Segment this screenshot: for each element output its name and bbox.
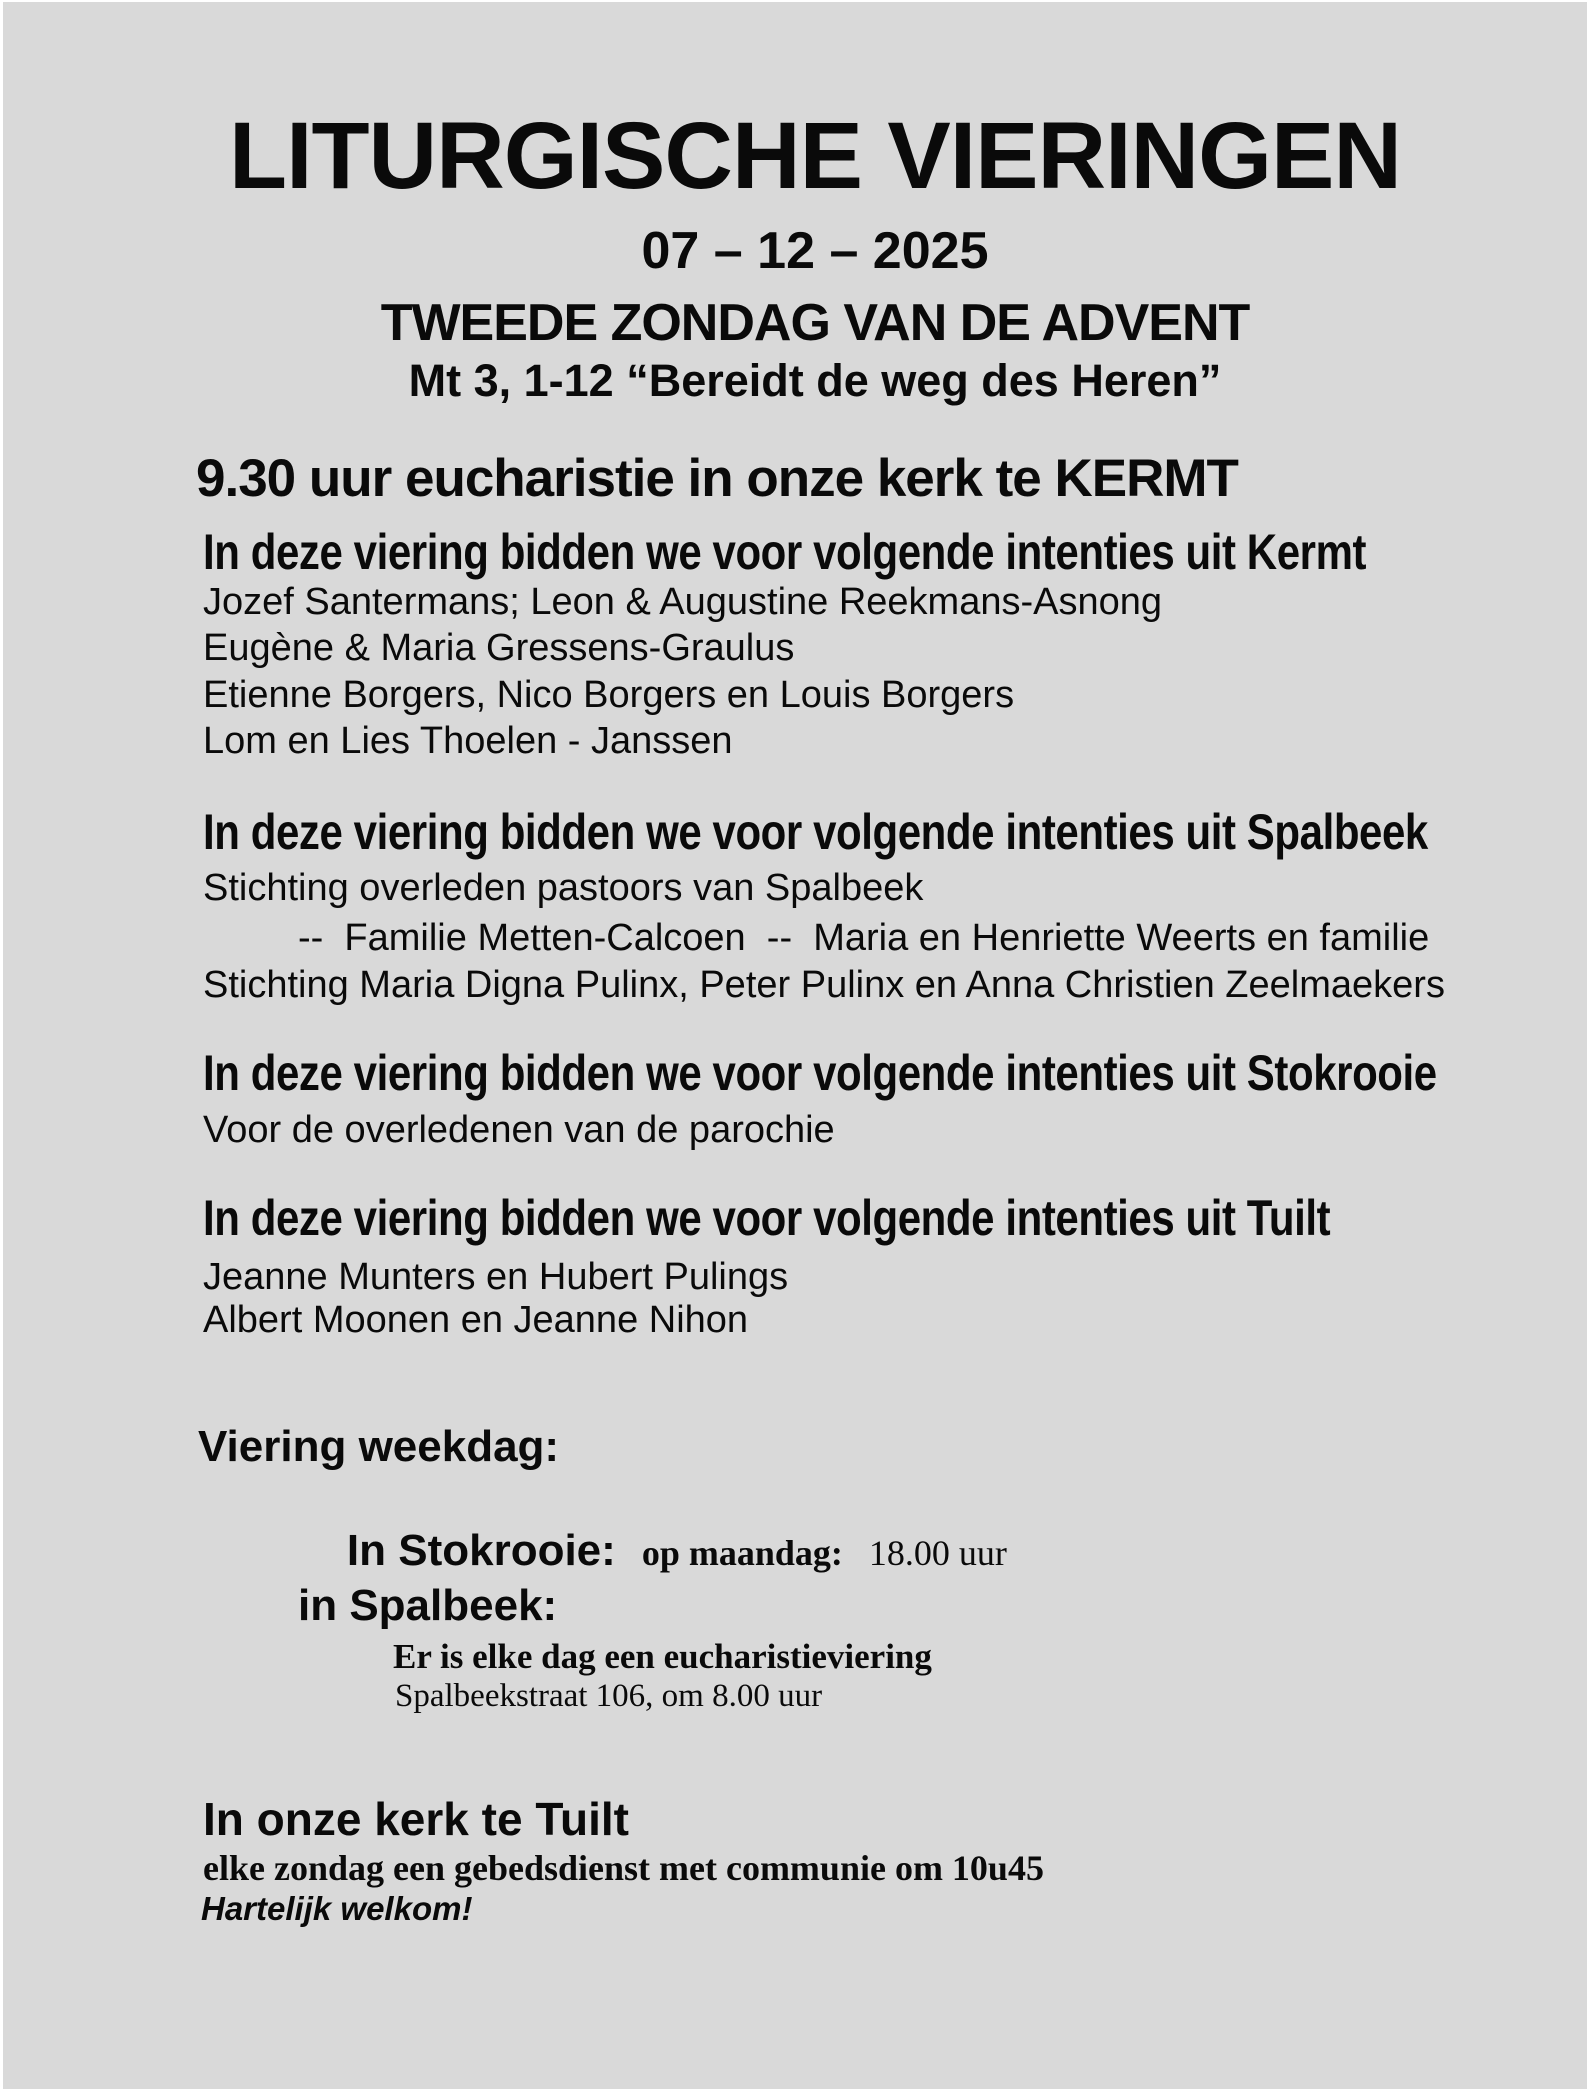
intention-line: Eugène & Maria Gressens-Graulus bbox=[203, 627, 795, 669]
intentions-heading-stokrooie: In deze viering bidden we voor volgende intenties uit Stokrooie bbox=[203, 1045, 1437, 1101]
subtitle-advent: TWEEDE ZONDAG VAN DE ADVENT bbox=[380, 294, 1250, 352]
date-line: 07 – 12 – 2025 bbox=[641, 222, 989, 280]
welcome-message: Hartelijk welkom! bbox=[201, 1890, 473, 1927]
intention-line: Stichting Maria Digna Pulinx, Peter Pulinx en Anna Christien Zeelmaekers bbox=[203, 964, 1445, 1006]
weekday-heading: Viering weekdag: bbox=[198, 1422, 560, 1471]
tuilt-heading: In onze kerk te Tuilt bbox=[203, 1793, 629, 1845]
weekday-spalbeek-detail-2: Spalbeekstraat 106, om 8.00 uur bbox=[395, 1678, 823, 1714]
tuilt-service-line: elke zondag een gebedsdienst met communie om 10u45 bbox=[203, 1848, 1044, 1888]
intention-line: Jozef Santermans; Leon & Augustine Reekmans-Asnong bbox=[203, 581, 1163, 623]
weekday-stokrooie-day: op maandag: bbox=[641, 1532, 843, 1573]
intentions-heading-spalbeek: In deze viering bidden we voor volgende intenties uit Spalbeek bbox=[203, 804, 1428, 860]
weekday-stokrooie-label: In Stokrooie: bbox=[346, 1525, 616, 1575]
page-title: LITURGISCHE VIERINGEN bbox=[229, 103, 1401, 209]
document-page bbox=[3, 2, 1587, 2089]
intention-line: Stichting overleden pastoors van Spalbeek bbox=[203, 867, 924, 909]
intention-line: Lom en Lies Thoelen - Janssen bbox=[203, 720, 733, 762]
intention-line: Jeanne Munters en Hubert Pulings bbox=[203, 1256, 789, 1298]
scripture-reference: Mt 3, 1-12 “Bereidt de weg des Heren” bbox=[408, 355, 1222, 406]
intentions-heading-tuilt: In deze viering bidden we voor volgende intenties uit Tuilt bbox=[203, 1190, 1331, 1246]
intention-line: -- Familie Metten-Calcoen -- Maria en Henriette Weerts en familie bbox=[298, 917, 1430, 959]
weekday-spalbeek-label: in Spalbeek: bbox=[298, 1581, 558, 1630]
intention-line: Albert Moonen en Jeanne Nihon bbox=[203, 1299, 749, 1341]
intention-line: Etienne Borgers, Nico Borgers en Louis Borgers bbox=[203, 674, 1015, 716]
intention-line: Voor de overledenen van de parochie bbox=[203, 1109, 835, 1151]
service-heading-kermt: 9.30 uur eucharistie in onze kerk te KERMT bbox=[196, 449, 1238, 508]
intentions-heading-kermt: In deze viering bidden we voor volgende intenties uit Kermt bbox=[203, 524, 1367, 580]
weekday-stokrooie-time: 18.00 uur bbox=[868, 1532, 1007, 1573]
weekday-spalbeek-detail-1: Er is elke dag een eucharistieviering bbox=[393, 1637, 932, 1676]
